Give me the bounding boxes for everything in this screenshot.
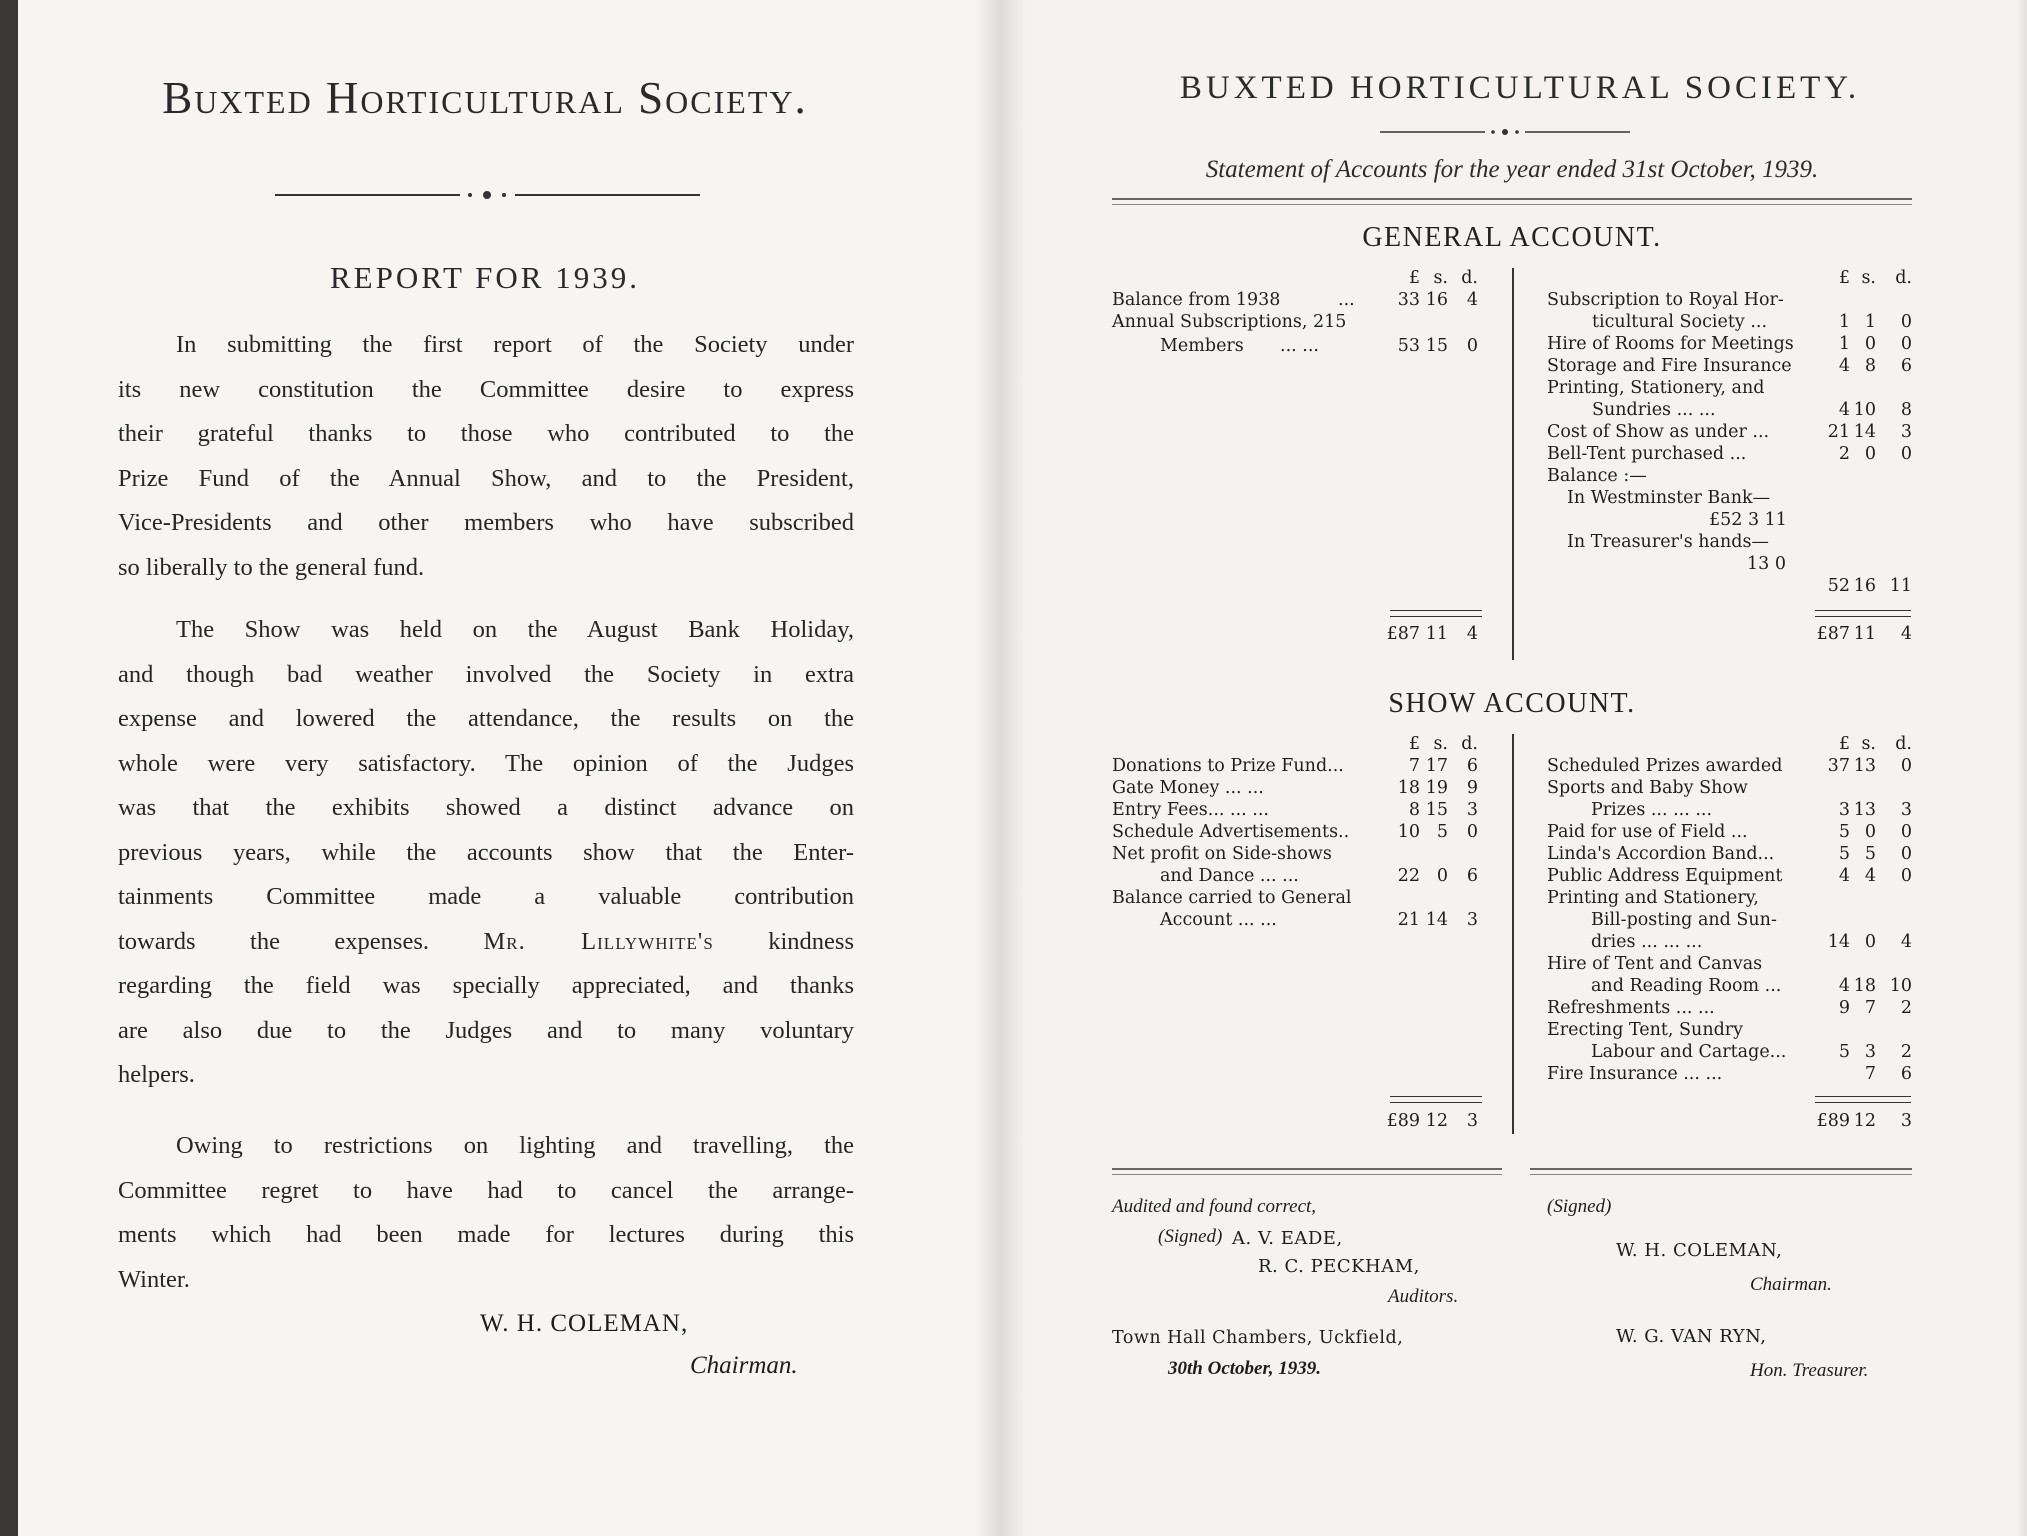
amount-pence: 3 bbox=[1900, 422, 1912, 442]
account-line-label: and Dance ... ... bbox=[1160, 866, 1299, 886]
amount-shillings: 1 bbox=[1864, 312, 1876, 332]
text-line: ments which had been made for lectures during this bbox=[118, 1221, 854, 1248]
signatory-title: Chairman. bbox=[1750, 1274, 1832, 1295]
auditor-name: R. C. PECKHAM, bbox=[1258, 1256, 1420, 1277]
report-page-title: Buxted Horticultural Society. bbox=[162, 73, 808, 123]
amount-pounds: 1 bbox=[1838, 312, 1850, 332]
pound-header: £ bbox=[1408, 268, 1420, 288]
amount-pence: 3 bbox=[1466, 800, 1478, 820]
account-line-label: dries ... ... ... bbox=[1591, 932, 1703, 952]
amount-pounds: 4 bbox=[1838, 356, 1850, 376]
account-line-label: In Westminster Bank— bbox=[1567, 488, 1771, 508]
account-line-label: Printing and Stationery, bbox=[1547, 888, 1759, 908]
account-line-label: Printing, Stationery, and bbox=[1547, 378, 1765, 398]
amount-pounds: 33 bbox=[1397, 290, 1420, 310]
total-pounds: £87 bbox=[1816, 624, 1850, 644]
total-pence: 4 bbox=[1466, 624, 1478, 644]
general-account-heading: GENERAL ACCOUNT. bbox=[1362, 222, 1662, 253]
amount-pence: 6 bbox=[1900, 1064, 1912, 1084]
total-rule bbox=[1390, 1102, 1482, 1103]
account-line-label: Members bbox=[1160, 336, 1244, 356]
title-ornament-divider bbox=[275, 188, 700, 202]
account-line-label: Bill-posting and Sun- bbox=[1591, 910, 1777, 930]
shilling-header: s. bbox=[1861, 268, 1876, 288]
account-line-label: ticultural Society ... bbox=[1592, 312, 1768, 332]
text-line: so liberally to the general fund. bbox=[118, 553, 425, 581]
account-line-label: Donations to Prize Fund... bbox=[1112, 756, 1344, 776]
report-paragraph-2 bbox=[118, 608, 854, 1098]
amount-pence: 3 bbox=[1466, 910, 1478, 930]
double-rule bbox=[1530, 1168, 1912, 1175]
account-line-label: In Treasurer's hands— bbox=[1567, 532, 1769, 552]
text-line: regarding the field was specially appreciated, and thanks bbox=[118, 972, 854, 999]
amount-pence: 10 bbox=[1889, 976, 1912, 996]
amount-pence: 6 bbox=[1466, 866, 1478, 886]
amount-shillings: 19 bbox=[1425, 778, 1448, 798]
account-line-label: Bell-Tent purchased ... bbox=[1547, 444, 1747, 464]
account-line-label: Sports and Baby Show bbox=[1547, 778, 1748, 798]
account-line-label: Balance from 1938 bbox=[1112, 290, 1281, 310]
book-gutter bbox=[975, 0, 1025, 1536]
total-rule bbox=[1390, 616, 1482, 617]
account-line-label: Refreshments ... ... bbox=[1547, 998, 1715, 1018]
amount-pounds: 4 bbox=[1838, 866, 1850, 886]
total-pence: 4 bbox=[1900, 624, 1912, 644]
amount-pounds: 5 bbox=[1838, 1042, 1850, 1062]
account-line-label: Account ... ... bbox=[1160, 910, 1277, 930]
amount-pence: 0 bbox=[1900, 866, 1912, 886]
total-shillings: 11 bbox=[1853, 624, 1876, 644]
amount-pence: 2 bbox=[1900, 1042, 1912, 1062]
account-line-label: Public Address Equipment bbox=[1547, 866, 1783, 886]
amount-pounds: 2 bbox=[1838, 444, 1850, 464]
text-line: The Show was held on the August Bank Holiday, bbox=[176, 616, 854, 643]
amount-shillings: 3 bbox=[1864, 1042, 1876, 1062]
total-pence: 3 bbox=[1900, 1111, 1912, 1131]
amount-pence: 0 bbox=[1466, 336, 1478, 356]
pence-header: d. bbox=[1895, 734, 1912, 754]
amount-pence: 8 bbox=[1900, 400, 1912, 420]
total-pence: 3 bbox=[1466, 1111, 1478, 1131]
audit-statement: Audited and found correct, bbox=[1112, 1196, 1317, 1217]
amount-pounds: 5 bbox=[1838, 844, 1850, 864]
text-line: Winter. bbox=[118, 1265, 190, 1293]
amount-shillings: 8 bbox=[1864, 356, 1876, 376]
amount-shillings: 18 bbox=[1853, 976, 1876, 996]
account-line-label: Balance carried to General bbox=[1112, 888, 1352, 908]
account-line-label: Paid for use of Field ... bbox=[1547, 822, 1748, 842]
report-signatory-name: W. H. COLEMAN, bbox=[480, 1310, 689, 1337]
account-line-label: Erecting Tent, Sundry bbox=[1547, 1020, 1744, 1040]
total-rule bbox=[1815, 616, 1911, 617]
signatory-name: W. G. VAN RYN, bbox=[1616, 1326, 1767, 1347]
text-line: expense and lowered the attendance, the results on the bbox=[118, 705, 854, 732]
amount-shillings: 15 bbox=[1425, 336, 1448, 356]
text-line bbox=[118, 920, 854, 965]
account-line-dots: ... ... bbox=[1280, 336, 1319, 356]
account-line-label: 13 0 bbox=[1747, 554, 1786, 574]
amount-shillings: 7 bbox=[1864, 1064, 1876, 1084]
amount-pounds: 52 bbox=[1827, 576, 1850, 596]
account-line-label: Scheduled Prizes awarded bbox=[1547, 756, 1783, 776]
pence-header: d. bbox=[1461, 734, 1478, 754]
person-name: Mr. Lillywhite's bbox=[483, 927, 714, 955]
total-pounds: £89 bbox=[1386, 1111, 1420, 1131]
statement-heading: Statement of Accounts for the year ended 31st October, 1939. bbox=[1205, 156, 1819, 183]
double-rule bbox=[1112, 1168, 1502, 1175]
amount-shillings: 0 bbox=[1864, 822, 1876, 842]
amount-shillings: 14 bbox=[1425, 910, 1448, 930]
report-signatory-title: Chairman. bbox=[690, 1352, 798, 1379]
amount-pence: 0 bbox=[1900, 444, 1912, 464]
shilling-header: s. bbox=[1861, 734, 1876, 754]
text-fragment: towards the expenses. bbox=[118, 927, 429, 955]
pence-header: d. bbox=[1895, 268, 1912, 288]
amount-pounds: 1 bbox=[1838, 334, 1850, 354]
accounts-page-title: BUXTED HORTICULTURAL SOCIETY. bbox=[1179, 70, 1861, 106]
total-pounds: £87 bbox=[1386, 624, 1420, 644]
total-shillings: 12 bbox=[1425, 1111, 1448, 1131]
auditor-name: A. V. EADE, bbox=[1232, 1228, 1343, 1249]
account-line-label: Balance :— bbox=[1547, 466, 1647, 486]
amount-pence: 6 bbox=[1900, 356, 1912, 376]
amount-shillings: 17 bbox=[1425, 756, 1448, 776]
amount-pounds: 9 bbox=[1838, 998, 1850, 1018]
amount-shillings: 13 bbox=[1853, 800, 1876, 820]
amount-shillings: 4 bbox=[1864, 866, 1876, 886]
account-line-label: Entry Fees... ... ... bbox=[1112, 800, 1269, 820]
shilling-header: s. bbox=[1433, 734, 1448, 754]
amount-shillings: 15 bbox=[1425, 800, 1448, 820]
amount-shillings: 5 bbox=[1436, 822, 1448, 842]
account-line-label: Gate Money ... ... bbox=[1112, 778, 1264, 798]
amount-pounds: 22 bbox=[1397, 866, 1420, 886]
account-line-label: Cost of Show as under ... bbox=[1547, 422, 1770, 442]
text-line: are also due to the Judges and to many voluntary bbox=[118, 1016, 854, 1044]
amount-pence: 0 bbox=[1900, 844, 1912, 864]
amount-pence: 11 bbox=[1889, 576, 1912, 596]
show-account-heading: SHOW ACCOUNT. bbox=[1388, 688, 1636, 719]
amount-pence: 4 bbox=[1466, 290, 1478, 310]
auditors-label: Auditors. bbox=[1388, 1286, 1459, 1307]
text-line: In submitting the first report of the Society under bbox=[176, 331, 854, 358]
account-line-label: Storage and Fire Insurance bbox=[1547, 356, 1792, 376]
text-line: their grateful thanks to those who contributed to the bbox=[118, 420, 854, 447]
text-line: Prize Fund of the Annual Show, and to the President, bbox=[118, 464, 854, 492]
account-line-label: Hire of Rooms for Meetings bbox=[1547, 334, 1794, 354]
amount-shillings: 5 bbox=[1864, 844, 1876, 864]
account-line-label: Fire Insurance ... ... bbox=[1547, 1064, 1723, 1084]
pence-header: d. bbox=[1461, 268, 1478, 288]
audit-address: Town Hall Chambers, Uckfield, bbox=[1112, 1328, 1404, 1348]
signed-label: (Signed) bbox=[1547, 1196, 1612, 1217]
report-paragraph-1 bbox=[118, 323, 854, 590]
amount-shillings: 7 bbox=[1864, 998, 1876, 1018]
amount-pence: 6 bbox=[1466, 756, 1478, 776]
amount-pence: 2 bbox=[1900, 998, 1912, 1018]
amount-pence: 0 bbox=[1900, 756, 1912, 776]
pound-header: £ bbox=[1408, 734, 1420, 754]
amount-pounds: 14 bbox=[1827, 932, 1850, 952]
amount-pence: 3 bbox=[1900, 800, 1912, 820]
account-line-label: Net profit on Side-shows bbox=[1112, 844, 1332, 864]
account-line-dots: ... bbox=[1338, 290, 1355, 310]
text-line: whole were very satisfactory. The opinion of the Judges bbox=[118, 749, 854, 777]
amount-pounds: 21 bbox=[1827, 422, 1850, 442]
double-rule bbox=[1112, 198, 1912, 205]
text-line: previous years, while the accounts show that the Enter- bbox=[118, 838, 854, 866]
signatory-name: W. H. COLEMAN, bbox=[1616, 1240, 1783, 1261]
total-rule bbox=[1815, 1096, 1911, 1097]
total-shillings: 11 bbox=[1425, 624, 1448, 644]
account-line-label: Schedule Advertisements.. bbox=[1112, 822, 1350, 842]
text-line: Vice-Presidents and other members who have subscribed bbox=[118, 509, 854, 536]
account-line-label: Sundries ... ... bbox=[1592, 400, 1716, 420]
amount-pence: 0 bbox=[1900, 312, 1912, 332]
amount-shillings: 16 bbox=[1853, 576, 1876, 596]
amount-shillings: 14 bbox=[1853, 422, 1876, 442]
title-ornament-divider bbox=[1380, 126, 1630, 138]
total-rule bbox=[1390, 1096, 1482, 1097]
text-line: was that the exhibits showed a distinct advance on bbox=[118, 794, 854, 821]
total-shillings: 12 bbox=[1853, 1111, 1876, 1131]
account-line-label: and Reading Room ... bbox=[1591, 976, 1782, 996]
account-line-label: Labour and Cartage... bbox=[1591, 1042, 1787, 1062]
text-line: helpers. bbox=[118, 1061, 195, 1088]
total-rule bbox=[1815, 1102, 1911, 1103]
account-line-label: Linda's Accordion Band... bbox=[1547, 844, 1775, 864]
total-pounds: £89 bbox=[1816, 1111, 1850, 1131]
amount-pounds: 5 bbox=[1838, 822, 1850, 842]
amount-shillings: 13 bbox=[1853, 756, 1876, 776]
amount-shillings: 0 bbox=[1864, 932, 1876, 952]
account-line-label: Subscription to Royal Hor- bbox=[1547, 290, 1784, 310]
amount-pence: 4 bbox=[1900, 932, 1912, 952]
amount-pounds: 21 bbox=[1397, 910, 1420, 930]
text-line: and though bad weather involved the Society in extra bbox=[118, 660, 854, 688]
report-heading: REPORT FOR 1939. bbox=[330, 260, 640, 295]
amount-pence: 0 bbox=[1466, 822, 1478, 842]
amount-pounds: 4 bbox=[1838, 976, 1850, 996]
pound-header: £ bbox=[1838, 734, 1850, 754]
amount-pounds: 7 bbox=[1408, 756, 1420, 776]
shilling-header: s. bbox=[1433, 268, 1448, 288]
text-line: Owing to restrictions on lighting and travelling, the bbox=[176, 1132, 854, 1159]
account-line-label: £52 3 11 bbox=[1709, 510, 1787, 530]
pound-header: £ bbox=[1838, 268, 1850, 288]
amount-pounds: 3 bbox=[1838, 800, 1850, 820]
amount-shillings: 0 bbox=[1436, 866, 1448, 886]
amount-shillings: 10 bbox=[1853, 400, 1876, 420]
amount-shillings: 0 bbox=[1864, 334, 1876, 354]
text-fragment: kindness bbox=[768, 927, 854, 955]
column-divider bbox=[1512, 734, 1514, 1134]
column-divider bbox=[1512, 268, 1514, 660]
audit-date: 30th October, 1939. bbox=[1168, 1358, 1322, 1379]
amount-pounds: 8 bbox=[1408, 800, 1420, 820]
amount-pence: 0 bbox=[1900, 334, 1912, 354]
amount-pounds: 53 bbox=[1397, 336, 1420, 356]
signatory-title: Hon. Treasurer. bbox=[1750, 1360, 1869, 1381]
amount-pence: 0 bbox=[1900, 822, 1912, 842]
report-paragraph-3 bbox=[118, 1124, 854, 1302]
amount-pounds: 4 bbox=[1838, 400, 1850, 420]
text-line: Committee regret to have had to cancel the arrange- bbox=[118, 1176, 854, 1204]
text-line: its new constitution the Committee desire to express bbox=[118, 375, 854, 403]
total-rule bbox=[1815, 610, 1911, 611]
amount-pounds: 18 bbox=[1397, 778, 1420, 798]
account-line-label: Annual Subscriptions, 215 bbox=[1112, 312, 1347, 332]
account-line-label: Hire of Tent and Canvas bbox=[1547, 954, 1763, 974]
account-line-label: Prizes ... ... ... bbox=[1591, 800, 1713, 820]
signed-label: (Signed) bbox=[1158, 1226, 1223, 1247]
amount-pence: 9 bbox=[1466, 778, 1478, 798]
amount-shillings: 0 bbox=[1864, 444, 1876, 464]
amount-pounds: 10 bbox=[1397, 822, 1420, 842]
text-line: tainments Committee made a valuable contribution bbox=[118, 883, 854, 910]
page-edge-shadow bbox=[2017, 0, 2027, 1536]
amount-shillings: 16 bbox=[1425, 290, 1448, 310]
total-rule bbox=[1390, 610, 1482, 611]
amount-pounds: 37 bbox=[1827, 756, 1850, 776]
